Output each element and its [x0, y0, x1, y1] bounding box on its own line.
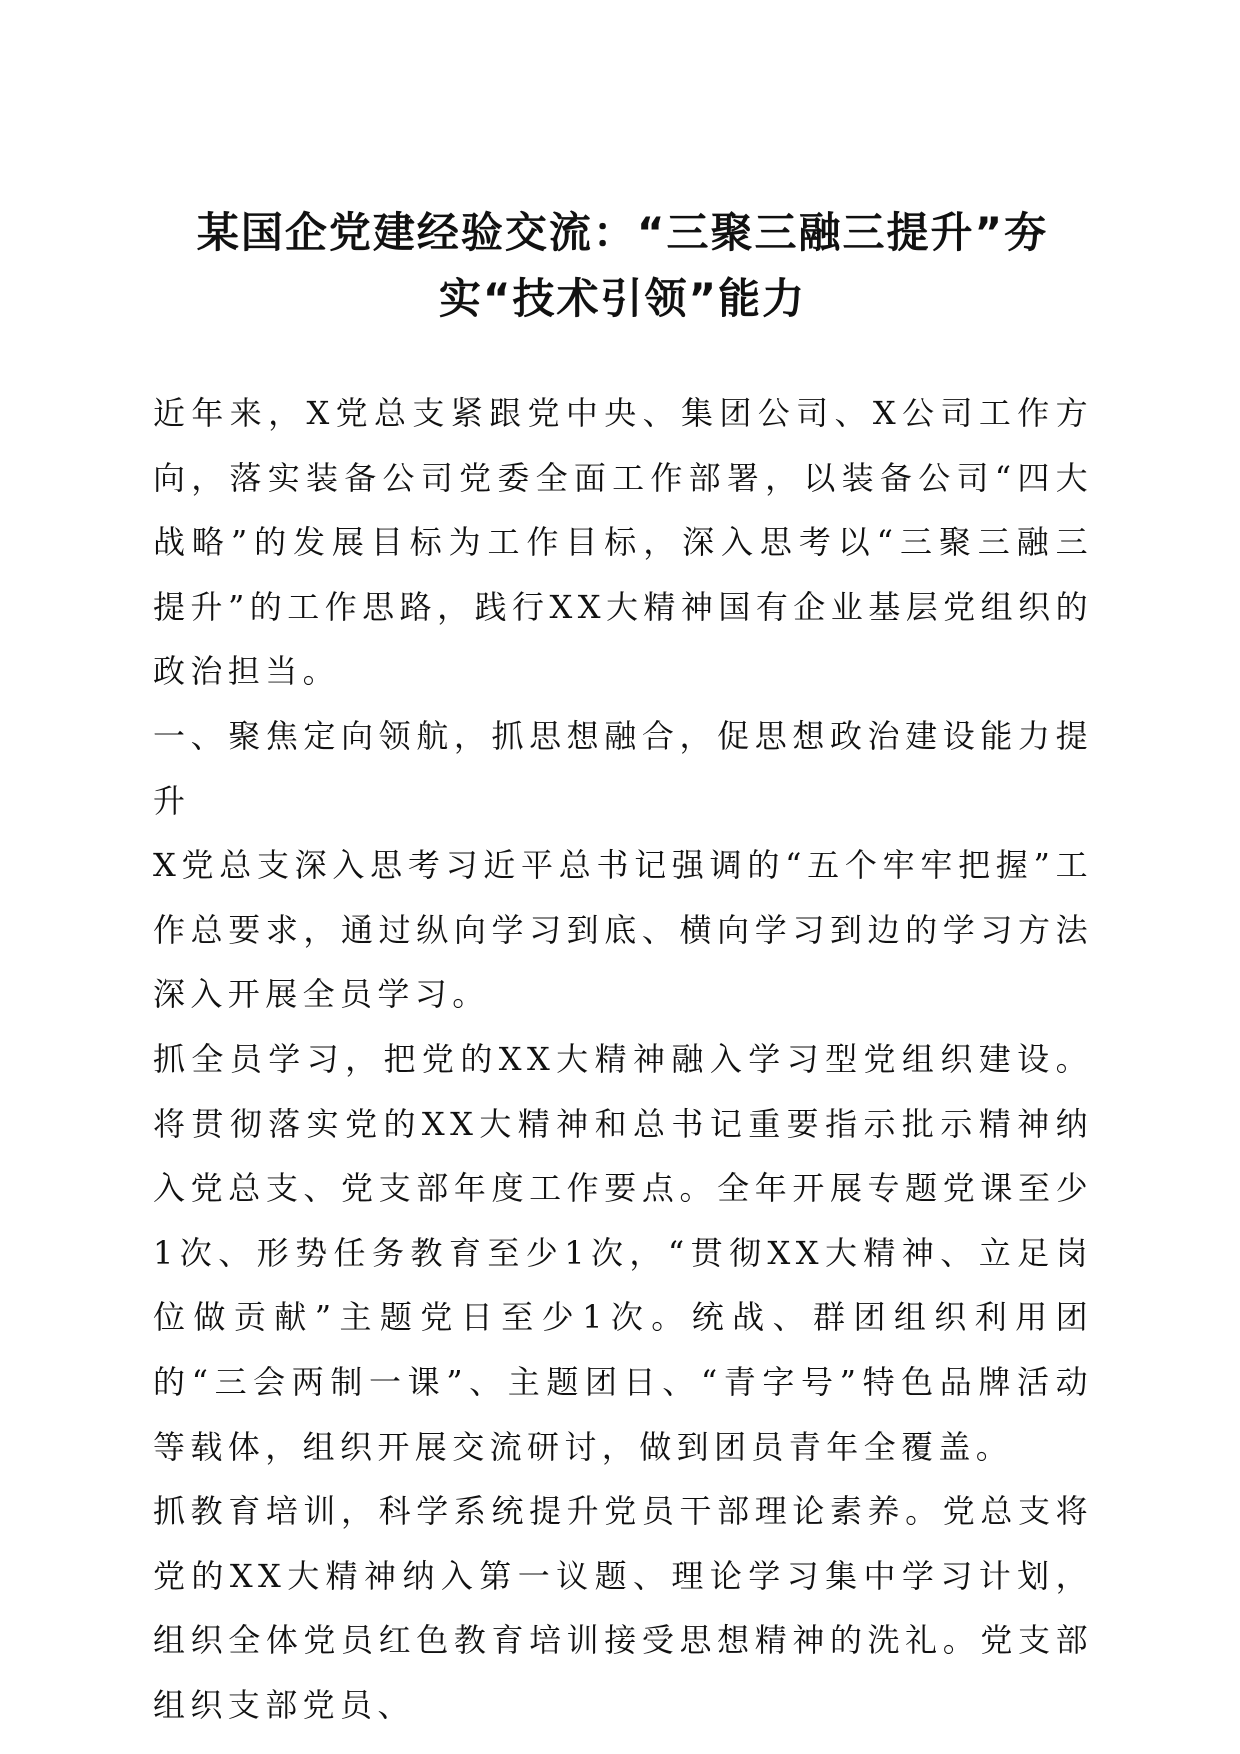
paragraph-intro: 近年来，X党总支紧跟党中央、集团公司、X公司工作方向，落实装备公司党委全面工作部署，以装备公司“四大战略”的发展目标为工作目标，深入思考以“三聚三融三提升”的工作思路，践行XX大精神国有企业基层党组织的政治担当。: [153, 394, 1093, 691]
paragraph-full-staff-study: 抓全员学习，把党的XX大精神融入学习型党组织建设。将贯彻落实党的XX大精神和总书记重要指示批示精神纳入党总支、党支部年度工作要点。全年开展专题党课至少1次、形势任务教育至少1次，“贯彻XX大精神、立足岗位做贡献”主题党日至少1次。统战、群团组织利用团的“三会两制一课”、主题团日、“青字号”特色品牌活动等载体，组织开展交流研讨，做到团员青年全覆盖。: [153, 1039, 1093, 1466]
paragraph-section-1-intro: X党总支深入思考习近平总书记强调的“五个牢牢把握”工作总要求，通过纵向学习到底、横向学习到边的学习方法深入开展全员学习。: [153, 846, 1093, 1014]
document-title-line-1: 某国企党建经验交流：“三聚三融三提升”夯: [196, 208, 1049, 257]
document-body: [153, 381, 1093, 1737]
paragraph-education-training: 抓教育培训，科学系统提升党员干部理论素养。党总支将党的XX大精神纳入第一议题、理论学习集中学习计划，组织全体党员红色教育培训接受思想精神的洗礼。党支部组织支部党员、: [153, 1492, 1093, 1724]
document-title-line-2: 实“技术引领”能力: [438, 274, 807, 323]
section-heading-1: 一、聚焦定向领航，抓思想融合，促思想政治建设能力提升: [153, 716, 1093, 820]
document-title: [150, 200, 1095, 332]
